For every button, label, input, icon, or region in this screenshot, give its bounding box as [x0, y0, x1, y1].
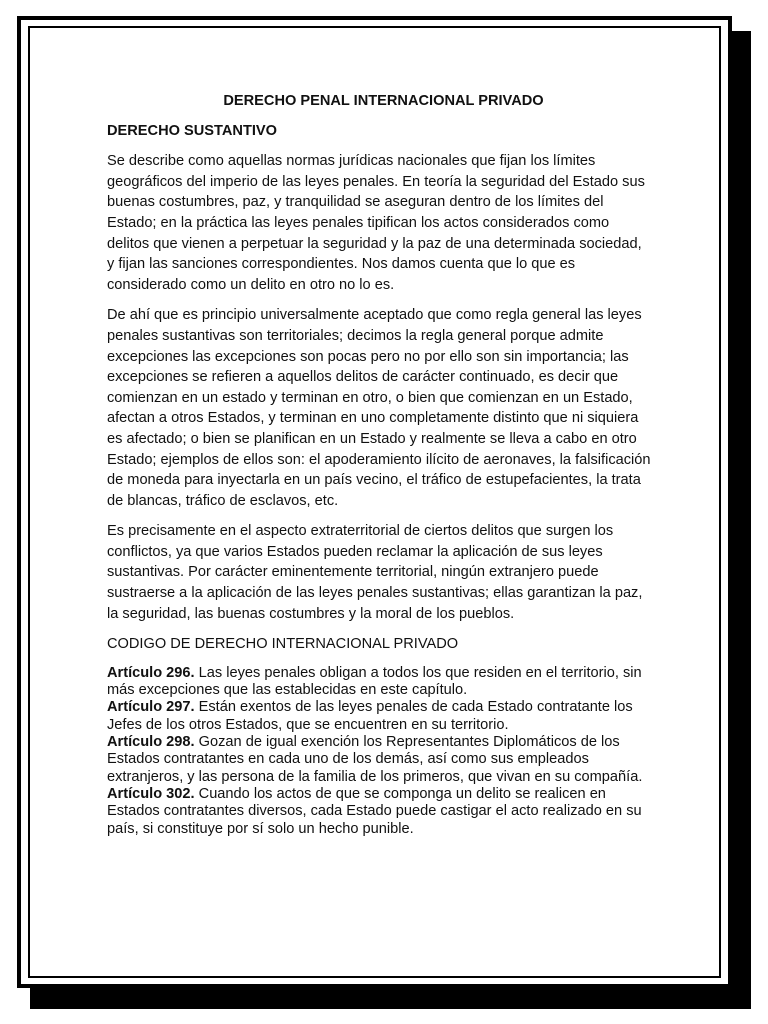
article-298	[107, 734, 652, 786]
articles-list	[107, 665, 652, 838]
paragraph-1: Se describe como aquellas normas jurídicas nacionales que fijan los límites geográficos del imperio de las leyes penales. En teoría la seguridad del Estado sus buenas costumbres, paz, y tranquilidad se aseguran dentro de los límites del Estado; en la práctica las leyes penales tipifican los actos considerados como delitos que vienen a perpetuar la seguridad y la paz de una determinada sociedad, y fijan las sanciones correspondientes. Nos damos cuenta que lo que es considerado como un delito en otro no lo es.	[107, 153, 645, 293]
article-text: Gozan de igual exención los Representantes Diplomáticos de los Estados contratantes en cada uno de los demás, así como sus empleados extranjeros, y las persona de la familia de los primeros, que vivan en su compañía.	[107, 734, 643, 785]
document-title: DERECHO PENAL INTERNACIONAL PRIVADO	[223, 93, 544, 109]
article-text: Cuando los actos de que se componga un delito se realicen en Estados contratantes diversos, cada Estado puede castigar el acto realizado en su país, si constituye por sí solo un hecho punible.	[107, 785, 642, 837]
section-heading: DERECHO SUSTANTIVO	[107, 122, 278, 139]
article-label: Artículo 302.	[107, 785, 195, 802]
article-label: Artículo 297.	[107, 699, 195, 716]
article-296	[107, 665, 652, 700]
paragraph-3: Es precisamente en el aspecto extraterritorial de ciertos delitos que surgen los conflictos, ya que varios Estados pueden reclamar la aplicación de sus leyes sustantivas. Por carácter eminentemente territorial, ningún extranjero puede sustraerse a la aplicación de las leyes penales sustantivas; ellas garantizan la paz, la seguridad, las buenas costumbres y la moral de los pueblos.	[107, 523, 643, 622]
code-heading: CODIGO DE DERECHO INTERNACIONAL PRIVADO	[107, 636, 459, 653]
article-text: Están exentos de las leyes penales de cada Estado contratante los Jefes de los otros Estados, que se encuentren en su territorio.	[107, 699, 633, 733]
article-297	[107, 699, 652, 734]
article-label: Artículo 296.	[107, 664, 195, 681]
article-text: Las leyes penales obligan a todos los que residen en el territorio, sin más excepciones que las establecidas en este capítulo.	[107, 664, 642, 699]
article-label: Artículo 298.	[107, 734, 195, 751]
document-body	[107, 91, 652, 838]
paragraph-2: De ahí que es principio universalmente aceptado que como regla general las leyes penales sustantivas son territoriales; decimos la regla general porque admite excepciones las excepciones son pocas pero no por ello son sin importancia; las excepciones se refieren a aquellos delitos de carácter continuado, es decir que comienzan en un estado y terminan en otro, o bien que comienzan en un Estado, afectan a otros Estados, y terminan en uno completamente distinto que ni siquiera es afectado; o bien se planifican en un Estado y realmente se lleva a cabo en otro Estado; ejemplos de ellos son: el apoderamiento ilícito de aeronaves, la falsificación de moneda para inyectarla en un país vecino, el tráfico de estupefacientes, la trata de blancas, tráfico de esclavos, etc.	[107, 307, 651, 509]
article-302	[107, 786, 652, 838]
